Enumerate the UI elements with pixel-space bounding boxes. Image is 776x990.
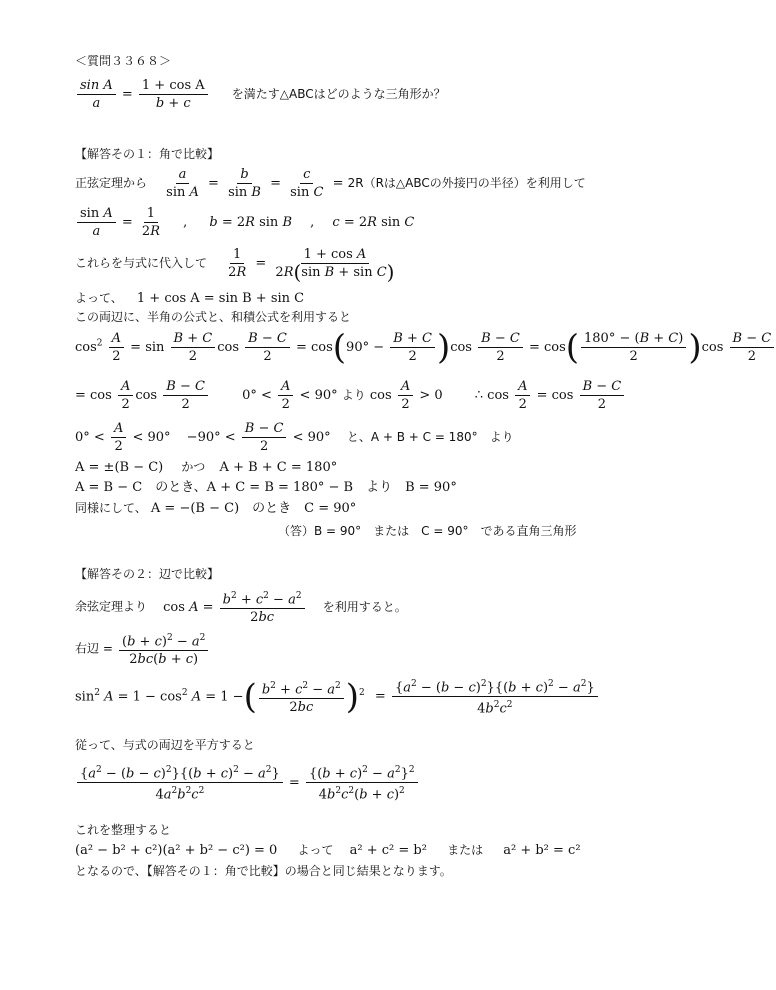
case-line	[75, 459, 337, 476]
substitute-line: これらを与式に代入して $\frac{1}{2R}$ = $\frac{\text{1 + cos A}}{\text{2R(sin B + sin C)}}$	[75, 247, 395, 284]
half-angle-text: この両辺に、半角の公式と、和積公式を利用すると	[75, 310, 352, 324]
case-equation: A = ±(B − C)	[75, 460, 164, 475]
case-sum: A + B + C = 180°	[219, 460, 338, 475]
question-equation: $\frac{\text{sin A}}{a}$ = $\frac{\text{1 + cos A}}{b + c}$ を満たす△ABCはどのような三角形か？	[75, 77, 446, 112]
angle-range-text: と、A + B + C = 180° より	[346, 430, 514, 444]
case2-prefix: 同様にして、	[75, 501, 147, 515]
since-text: より	[341, 388, 366, 402]
organize-text: これを整理すると	[75, 823, 172, 837]
result2: a² + b² = c²	[503, 843, 581, 858]
rhs-line: 右辺 = $\frac{(b + c)^2 - a^2}{2bc(b + c)}$	[75, 630, 210, 668]
question-text: を満たす△ABCはどのような三角形か？	[231, 87, 446, 101]
question-lhs-fraction	[77, 77, 116, 112]
question-lhs-denominator: a	[92, 96, 101, 111]
therefore-equation: 1 + cos A = sin B + sin C	[136, 291, 305, 306]
half-angle-equation: $\cos^2$ $\frac{A}{2}$ = sin $\frac{B + C}{2}$ cos $\frac{B - C}{2}$ = cos(90° − $\frac{B + C}{2}$ )cos $\frac{B - C}{2}$ = cos( $\frac{180^\circ - (B + C)}{2}$ )cos $\frac{B - C}{2}$	[75, 330, 776, 365]
question-header: ＜質問３３６８＞	[75, 54, 172, 68]
therefore-text: よって、	[75, 291, 123, 305]
or-text: または	[447, 843, 484, 857]
sine-ratios-line: $\frac{\text{sin A}}{a}$ = $\frac{1}{2R}$ , b = 2R sin B , c = 2R sin C	[75, 205, 414, 240]
solution1-title: 【解答その１：角で比較】	[75, 147, 220, 161]
case2-line	[75, 500, 356, 517]
law-of-cosines-suffix: を利用すると。	[322, 599, 407, 614]
sin-squared-line: $\sin^2 A = 1 - \cos^2 A = 1$ −( $\frac{b^2 + c^2 - a^2}{2bc}$ )$^2$ = $\frac{\{a^2 - (b - c)^2\}\{(b + c)^2 - a^2\}}{4b^2c^2}$	[75, 676, 600, 718]
conclusion-text: となるので、【解答その１：角で比較】の場合と同じ結果となります。	[75, 864, 452, 878]
so-text: よって	[297, 843, 334, 857]
question-rhs-numerator: 1 + cos A	[139, 77, 208, 95]
law-of-sines-prefix: 正弦定理から	[75, 176, 148, 190]
answer-line: （答）B = 90° または C = 90° である直角三角形	[278, 524, 577, 538]
case-and: かつ	[181, 460, 206, 474]
question-lhs-numerator: sin A	[77, 77, 116, 95]
solution2-title: 【解答その２：辺で比較】	[75, 567, 220, 581]
result1: a² + c² = b²	[349, 843, 427, 858]
angle-range-line: 0° < $\frac{A}{2}$ < 90° −90° < $\frac{B - C}{2}$ < 90° と、A + B + C = 180° より	[75, 421, 514, 454]
therefore-line	[75, 290, 304, 307]
organized-equation: (a² − b² + c²)(a² + b² − c²) = 0	[75, 843, 278, 858]
squared-equation: $\frac{\{a^2 - (b - c)^2\}\{(b + c)^2 - a^2\}}{4a^2b^2c^2}$ = $\frac{\{(b + c)^2 - a^2\}^2}{4b^2c^2(b + c)^2}$	[75, 762, 420, 804]
law-of-sines-line: 正弦定理から $\frac{a}{\text{sin A}}$ = $\frac{b}{\text{sin B}}$ = $\frac{c}{\text{sin C}}$ = 2R（Rは△ABCの外接円の半径）を利用して	[75, 167, 586, 200]
cos-equation-line: = cos $\frac{A}{2}$ cos $\frac{B - C}{2}$ 0° < $\frac{A}{2}$ < 90° より cos $\frac{A}{2}$ > 0 ∴ cos $\frac{A}{2}$ = cos $\frac{B - C}{2}$	[75, 378, 626, 413]
question-rhs-fraction	[139, 77, 208, 112]
substitute-text: これらを与式に代入して	[75, 256, 208, 270]
rhs-label: 右辺 =	[75, 641, 113, 656]
question-rhs-denominator: b + c	[155, 96, 191, 111]
law-of-cosines-prefix: 余弦定理より	[75, 599, 148, 614]
law-of-sines-note: 2R（Rは△ABCの外接円の半径）を利用して	[347, 176, 586, 190]
organized-line	[75, 842, 581, 859]
law-of-cosines-line: 余弦定理より cos A = $\frac{b^2 + c^2 - a^2}{2bc}$ を利用すると。	[75, 588, 407, 626]
case1-line: A = B − C のとき、A + C = B = 180° − B より B = 90°	[75, 480, 457, 495]
case2-equation: A = −(B − C) のとき C = 90°	[150, 501, 357, 516]
square-text: 従って、与式の両辺を平方すると	[75, 738, 255, 752]
